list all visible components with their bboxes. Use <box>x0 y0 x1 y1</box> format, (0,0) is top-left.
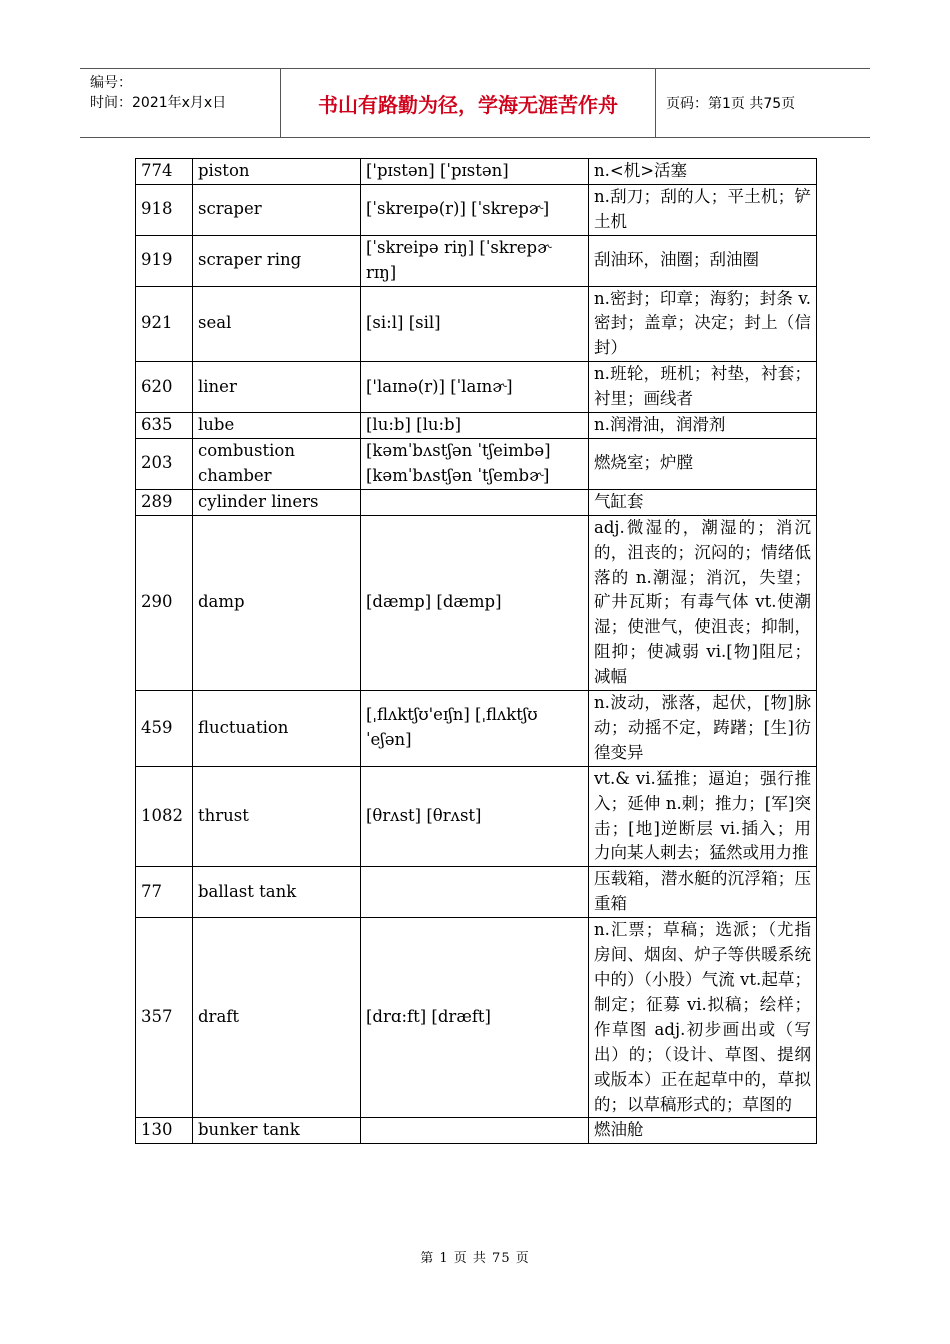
entry-definition: 压载箱，潜水艇的沉浮箱；压重箱 <box>589 867 817 918</box>
entry-definition: n.刮刀；刮的人；平土机；铲土机 <box>589 184 817 235</box>
entry-id: 357 <box>136 918 193 1118</box>
entry-word: scraper <box>193 184 361 235</box>
table-row <box>136 184 817 235</box>
entry-word: damp <box>193 515 361 690</box>
page-footer: 第 1 页 共 75 页 <box>420 1251 530 1266</box>
entry-definition: 气缸套 <box>589 489 817 515</box>
entry-word: lube <box>193 413 361 439</box>
entry-phonetic: ['pɪstən] [ˈpɪstən] <box>361 159 589 185</box>
entry-word: bunker tank <box>193 1118 361 1144</box>
entry-id: 203 <box>136 438 193 489</box>
entry-id: 459 <box>136 691 193 767</box>
table-row <box>136 515 817 690</box>
table-row <box>136 413 817 439</box>
entry-id: 1082 <box>136 766 193 867</box>
entry-phonetic: [lu:b] [lu:b] <box>361 413 589 439</box>
entry-phonetic: [si:l] [sil] <box>361 286 589 362</box>
entry-word: draft <box>193 918 361 1118</box>
header-motto: 书山有路勤为径，学海无涯苦作舟 <box>281 69 656 137</box>
entry-definition: 燃烧室；炉膛 <box>589 438 817 489</box>
entry-phonetic: [kəmˈbʌstʃən ˈtʃeimbə] [kəmˈbʌstʃən ˈtʃembɚ] <box>361 438 589 489</box>
entry-id: 620 <box>136 362 193 413</box>
header-page-number: 页码：第1页 共75页 <box>666 96 796 112</box>
entry-word: scraper ring <box>193 235 361 286</box>
entry-id: 918 <box>136 184 193 235</box>
table-row <box>136 159 817 185</box>
entry-word: thrust <box>193 766 361 867</box>
entry-phonetic: [ˈskreipə riŋ] [ˈskrepɚ rɪŋ] <box>361 235 589 286</box>
entry-definition: adj.微湿的，潮湿的；消沉的，沮丧的；沉闷的；情绪低落的 n.潮湿；消沉，失望；矿井瓦斯；有毒气体 vt.使潮湿；使泄气，使沮丧；抑制，阻抑；使减弱 vi.[物]阻尼；减幅 <box>589 515 817 690</box>
entry-word: piston <box>193 159 361 185</box>
entry-word: liner <box>193 362 361 413</box>
entry-word: ballast tank <box>193 867 361 918</box>
entry-definition: n.润滑油，润滑剂 <box>589 413 817 439</box>
number-label: 编号： <box>90 75 132 91</box>
table-row <box>136 867 817 918</box>
entry-phonetic: ['laɪnə(r)] [ˈlaɪnɚ] <box>361 362 589 413</box>
table-row <box>136 489 817 515</box>
table-row <box>136 438 817 489</box>
table-row <box>136 691 817 767</box>
entry-phonetic <box>361 489 589 515</box>
entry-definition: n.<机>活塞 <box>589 159 817 185</box>
entry-word: fluctuation <box>193 691 361 767</box>
vocabulary-table <box>135 158 817 1144</box>
entry-definition: n.汇票；草稿；选派；（尤指房间、烟囱、炉子等供暖系统中的）（小股）气流 vt.起草；制定；征募 vi.拟稿；绘样；作草图 adj.初步画出或（写出）的；（设计、草图、提纲或版本）正在起草中的，草拟的；以草稿形式的；草图的 <box>589 918 817 1118</box>
entry-id: 635 <box>136 413 193 439</box>
entry-phonetic: [θrʌst] [θrʌst] <box>361 766 589 867</box>
entry-phonetic: [ˈskreɪpə(r)] [ˈskrepɚ] <box>361 184 589 235</box>
entry-word: cylinder liners <box>193 489 361 515</box>
entry-phonetic: [drɑ:ft] [dræft] <box>361 918 589 1118</box>
entry-definition: vt.& vi.猛推；逼迫；强行推入；延伸 n.刺；推力；[军]突击；[地]逆断层 vi.插入；用力向某人刺去；猛然或用力推 <box>589 766 817 867</box>
entry-id: 77 <box>136 867 193 918</box>
header-meta <box>80 69 281 137</box>
entry-id: 919 <box>136 235 193 286</box>
table-row <box>136 1118 817 1144</box>
entry-word: seal <box>193 286 361 362</box>
table-row <box>136 362 817 413</box>
entry-id: 921 <box>136 286 193 362</box>
entry-word: combustion chamber <box>193 438 361 489</box>
entry-id: 130 <box>136 1118 193 1144</box>
entry-id: 289 <box>136 489 193 515</box>
entry-definition: n.波动，涨落，起伏，[物]脉动；动摇不定，踌躇；[生]彷徨变异 <box>589 691 817 767</box>
table-row <box>136 235 817 286</box>
entry-phonetic <box>361 1118 589 1144</box>
entry-phonetic: [ˌflʌktʃʊ'eɪʃn] [ˌflʌktʃʊˈeʃən] <box>361 691 589 767</box>
table-row <box>136 918 817 1118</box>
entry-definition: 刮油环，油圈；刮油圈 <box>589 235 817 286</box>
entry-phonetic <box>361 867 589 918</box>
entry-definition: 燃油舱 <box>589 1118 817 1144</box>
entry-definition: n.班轮，班机；衬垫，衬套；衬里；画线者 <box>589 362 817 413</box>
entry-definition: n.密封；印章；海豹；封条 v.密封；盖章；决定；封上（信封） <box>589 286 817 362</box>
time-label: 时间：2021年x月x日 <box>90 95 227 111</box>
table-row <box>136 766 817 867</box>
entry-phonetic: [dæmp] [dæmp] <box>361 515 589 690</box>
table-row <box>136 286 817 362</box>
page-header <box>80 68 870 138</box>
entry-id: 290 <box>136 515 193 690</box>
entry-id: 774 <box>136 159 193 185</box>
